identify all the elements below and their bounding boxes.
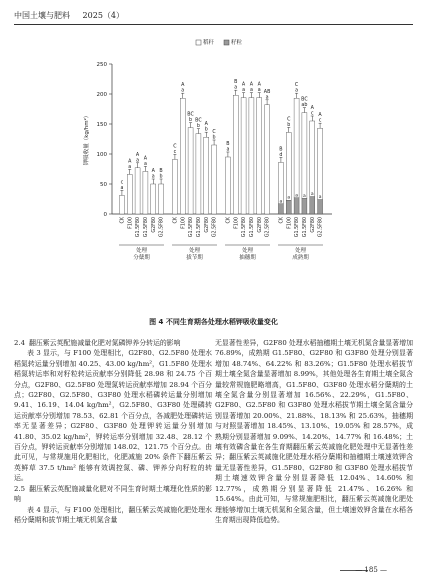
section-number: 2.4 [14,339,25,347]
category-label: CK [226,217,232,224]
significance-letter-lower: a [151,174,155,180]
significance-letter-lower: b [196,124,200,130]
significance-letter-lower: a [120,185,124,191]
straw-bar [265,105,270,214]
significance-letter-lower: d [279,152,283,158]
category-label: G2.5F80 [212,217,218,238]
section-title: 翻压紫云英配施减量化肥对氮磷钾养分转运的影响 [28,339,181,347]
category-label: G1.5F80 [136,217,142,238]
significance-letter-lower: a [143,161,147,167]
significance-letter-upper: A [128,159,132,165]
straw-bar [257,98,262,214]
significance-letter-lower: a [265,95,269,101]
significance-letter-upper: A [181,83,185,89]
significance-letter-upper: A [249,82,254,88]
straw-bar [135,168,140,214]
significance-letter-lower: a [295,88,299,94]
grain-bar [310,197,315,214]
straw-bar [318,128,323,199]
significance-letter-lower: b [287,122,291,128]
significance-letter-lower: a [128,164,132,170]
section-heading [14,484,212,505]
journal-name: 中国土壤与肥料 [14,11,70,20]
significance-letter-upper: B [234,80,238,86]
straw-bar [151,184,156,214]
significance-letter-upper: B [279,147,283,153]
straw-bar [143,171,148,214]
category-label: G2F80 [151,217,157,233]
chart-bars [119,90,322,214]
grain-letter: a [310,192,314,198]
significance-letter-upper: A [204,122,208,128]
straw-bar [233,95,238,214]
significance-letter-lower: b [189,118,193,124]
significance-letter-upper: c [120,180,124,186]
category-label: G2.5F80 [265,217,271,238]
straw-bar [249,98,254,214]
group-label: 处理 [135,248,148,254]
group-label: 处理 [294,248,307,254]
significance-letter-lower: a [136,158,140,164]
section-heading [14,338,212,348]
straw-bar [119,195,124,214]
significance-letter-upper: BC [195,118,202,124]
straw-bar [286,132,291,200]
significance-letter-upper: B [159,169,163,174]
significance-letter-upper: A [310,106,314,111]
y-tick-label: 200 [96,92,107,98]
group-label: 抽穗期 [239,255,256,261]
straw-bar [225,157,230,214]
issue-number: 2025（4） [82,11,124,20]
significance-letter-lower: a [242,88,246,94]
straw-bar [180,98,185,214]
y-axis-label: 钾吸收量（kg/hm²） [84,112,90,166]
section-number: 2.5 [14,484,25,493]
right-column [215,338,413,525]
category-label: CK [279,217,285,224]
grain-bar [294,198,299,214]
significance-letter-lower: b [204,127,208,133]
category-label: G2.5F80 [318,217,324,238]
significance-letter-upper: C [212,130,216,135]
group-label: 成熟期 [292,255,309,261]
straw-bar [310,121,315,197]
grain-bar [302,198,307,214]
chart-labels [119,79,324,261]
y-tick-label: 0 [103,212,107,218]
category-label: G1.5F80 [189,217,195,238]
significance-letter-upper: AB [263,89,271,95]
grain-bar [318,200,323,214]
category-label: F100 [128,217,134,229]
category-label: F100 [287,217,293,229]
significance-letter-upper: A [257,82,261,88]
straw-bar [188,128,193,214]
group-label: 拔节期 [186,255,203,261]
significance-letter-lower: a [257,88,261,94]
category-label: G1.5F80 [249,217,255,238]
group-label: 处理 [188,248,201,254]
category-label: G1.5F80 [295,217,301,238]
straw-bar [159,184,164,214]
straw-bar [172,159,177,214]
straw-bar [294,98,299,198]
grain-bar [286,200,291,214]
category-label: G2F80 [204,217,210,233]
grain-letter: a [295,193,298,199]
left-column [14,338,212,525]
category-label: G2.5F80 [159,217,165,238]
category-label: G1.5F80 [242,217,248,238]
category-label: G1.5F80 [302,217,308,238]
significance-letter-upper: BC [301,97,308,103]
category-label: G1.5F80 [196,217,202,238]
legend-swatch-straw [196,40,201,45]
group-label: 分蘖期 [133,255,150,261]
significance-letter-lower: b [212,135,216,141]
section-title: 翻压紫云英配施减量化肥对不同生育时期土壤理化性质的影响 [14,484,212,504]
significance-letter-upper: A [143,156,148,162]
category-label: F100 [181,217,187,229]
legend-label-grain: 籽粒 [231,40,243,46]
significance-letter-lower: a [249,88,253,94]
significance-letter-lower: c [173,149,177,155]
significance-letter-lower: c [310,111,314,117]
significance-letter-lower: c [318,118,322,124]
grain-letter: a [303,193,306,199]
body-paragraph: 表 4 显示，与 F100 处理相比，翻压紫云英减施化肥处理水稻分蘖期和拔节期土壤无机氮含量 [14,505,212,524]
category-label: G2F80 [310,217,316,233]
figure-caption: 图 4 不同生育期各处理水稻钾吸收量变化 [149,318,278,326]
straw-bar [204,137,209,214]
grain-letter: a [287,195,291,201]
grain-bar [278,204,283,214]
legend-label-straw: 稻秆 [203,40,215,46]
category-label: G1.5F80 [143,217,149,238]
significance-letter-upper: C [294,83,299,89]
straw-bar [302,113,307,199]
y-tick-label: 150 [96,122,107,128]
chart-legend [196,38,243,46]
y-tick-label: 100 [96,152,107,158]
y-tick-label: 50 [100,182,107,188]
significance-letter-upper: A [151,169,155,174]
straw-bar [241,98,246,214]
significance-letter-upper: A [241,82,246,88]
significance-letter-lower: ab [301,103,308,109]
significance-letter-lower: a [181,88,185,94]
straw-bar [212,145,217,214]
body-paragraph: 无显著性差异，G2F80 处理水稻抽穗期土壤无机氮含量显著增加 76.89%，成熟期 G1.5F80、G2F80 和 G3F80 处理分别显著增加 48.74%、64.22% 和 83.26%；G1.5F80 处理水稻拔节期土壤全氮含量显著增加 8.99%，其他处理各生育期土壤全氮含量较常规施肥略增高，G1.5F80、G3F80 处理水稻分蘖期的土壤全氮含量分别显著增加 16.56%、22.29%，G1.5F80、G2F80、G2.5F80 和 G3F80 处理水稻拔节期土壤全氮含量分别显著增加 20.00%、21.88%、18.13% 和 25.63%，抽穗期与对照显著增加 18.45%、13.10%、19.05% 和 28.57%，成熟期分别显著增加 9.09%、14.20%、14.77% 和 16.48%；土壤有效磷含量在各生育期翻压紫云英减施化肥处理中无显著性差异；翻压紫云英减施化肥处理水稻分蘖期和抽穗期土壤速效钾含量无显著性差异，G1.5F80、G2F80 和 G3F80 处理水稻拔节期土壤速效钾含量分别显著降低 12.04%、14.60% 和 12.77%，成熟期分别显著降低 21.47%、16.26% 和 15.64%。由此可知，与常规施肥相比，翻压紫云英减施化肥处理能够增加土壤无机氮和全氮含量，但土壤速效钾含量在水稻各生育期出现降低趋势。 [215,339,413,524]
group-label: 处理 [241,248,254,254]
page-number: — 185 — [355,566,387,574]
significance-letter-upper: A [135,152,140,158]
grain-letter: a [318,195,322,201]
significance-letter-lower: a [226,147,230,153]
y-tick-label: 250 [96,62,107,68]
legend-swatch-grain [224,40,229,45]
category-label: CK [173,217,179,224]
straw-bar [196,134,201,214]
body-paragraph: 表 3 显示，与 F100 处理相比，G2F80、G2.5F80 处理水稻氮转运量分别增加 40.25、43.00 kg/hm²，G1.5F80 处理水稻氮转运率和对籽粒转运贡献率分别降低 28.98 和 24.75 个百分点，G2F80、G2.5F80 处理氮转运贡献率增加 28.94 个百分点；G2F80、G2.5F80、G3F80 处理水稻磷转运量分别增加 9.41、16.19、14.04 kg/hm²，G2.5F80、G3F80 处理磷转运贡献率分别增加 78.53、62.81 个百分点，各减肥处理磷转运率无显著差异；G2F80、G3F80 处理钾转运量分别增加 41.80、35.02 kg/hm²，钾转运率分别增加 32.48、28.12 个百分点，钾转运贡献率分别增加 148.02、121.75 个百分点。由此可见，与常规施用化肥相比，化肥减施 20% 条件下翻压紫云英鲜草 37.5 t/hm² 能够有效调控氮、磷、钾养分向籽粒的转运。 [14,349,212,483]
significance-letter-upper: BC [187,112,194,118]
significance-letter-upper: C [173,144,177,150]
category-label: CK [120,217,126,224]
significance-letter-upper: B [226,142,230,147]
significance-letter-lower: a [234,85,238,91]
category-label: G2F80 [257,217,263,233]
significance-letter-upper: C [287,117,291,123]
straw-bar [278,162,283,203]
significance-letter-upper: A [318,113,322,119]
straw-bar [127,174,132,214]
grain-letter: a [279,199,283,205]
category-label: F100 [234,217,240,229]
significance-letter-lower: b [159,174,163,180]
